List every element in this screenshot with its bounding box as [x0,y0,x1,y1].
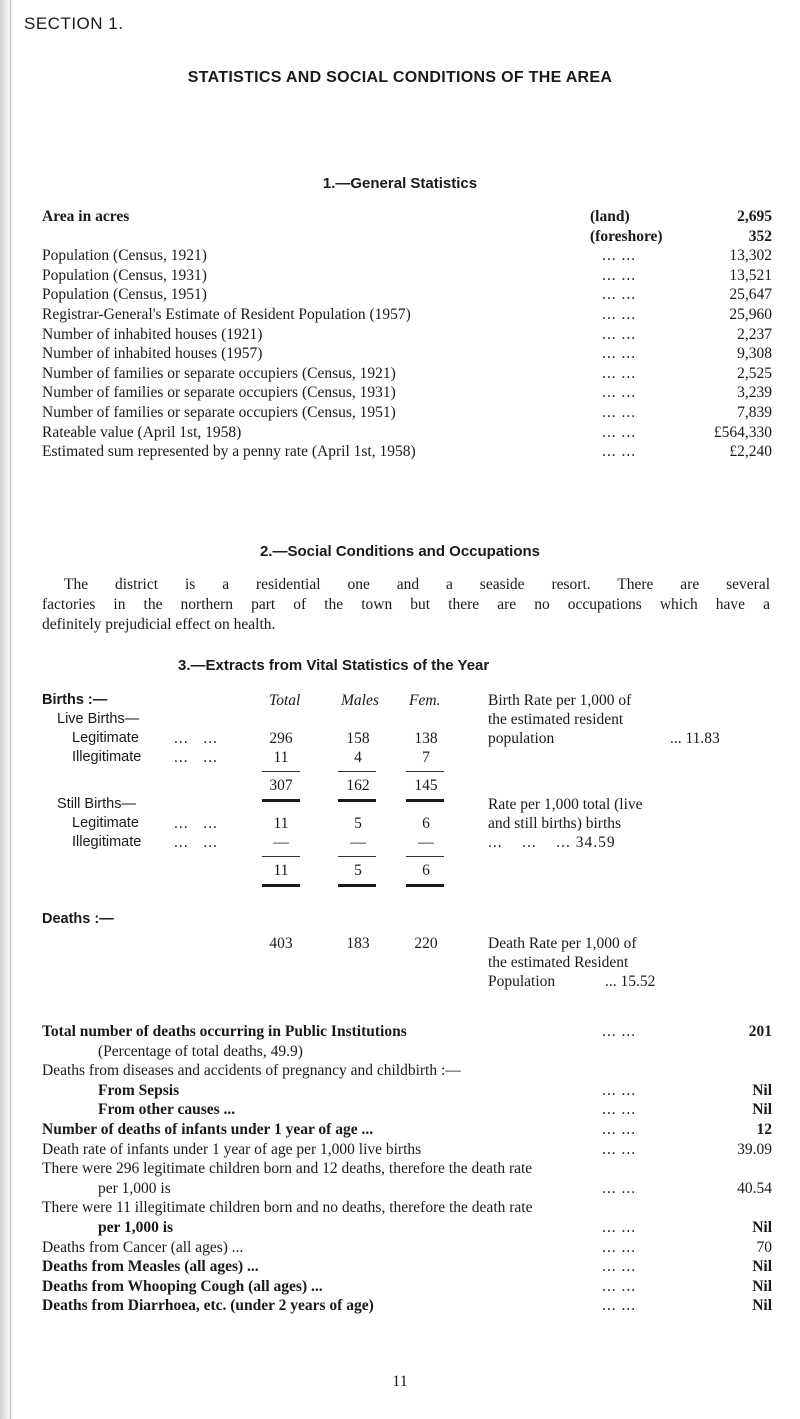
row-label: Number of families or separate occupiers (Census, 1931) [42,384,396,402]
still-rate-number: 34.59 [575,834,616,851]
double-rule [406,799,444,802]
still-illegit-males: — [350,834,366,851]
dot-leader: ... ... [602,1179,637,1197]
row-value: Nil [752,1219,772,1236]
general-statistics-row [42,208,772,228]
social-conditions-paragraph [42,575,770,635]
dot-leader: ... ... [602,286,637,304]
death-rate-value: ... 15.52 [605,973,656,990]
double-rule [338,884,376,887]
row-label: From other causes ... [98,1101,236,1119]
live-births-label: Live Births— [57,711,140,727]
row-value: 352 [748,227,772,245]
still-rate-note: Rate per 1,000 total (live [488,796,643,813]
row-label: Population (Census, 1921) [42,247,207,265]
row-label: Deaths from Whooping Cough (all ages) ... [42,1277,323,1295]
row-value: 70 [756,1238,772,1256]
section-label: SECTION 1. [24,14,124,33]
deaths-total: 403 [269,935,293,952]
page-binding-shadow [0,0,14,1419]
dot-leader: ... ... [602,1297,637,1315]
birth-rate-note: Birth Rate per 1,000 of [488,692,632,709]
deaths-males: 183 [346,935,370,952]
live-total-males: 162 [346,777,370,794]
row-value: 13,521 [729,266,772,284]
deaths-detail-row [42,1043,772,1063]
general-statistics-row [42,384,772,404]
general-statistics-row [42,345,772,365]
row-value: 3,239 [737,384,772,402]
row-value: Nil [752,1277,772,1295]
dot-leader: ... ... [602,1121,637,1138]
row-label: There were 11 illegitimate children born and no deaths, therefore the death rate [42,1199,533,1217]
dot-leader: ... ... [174,749,218,766]
row-value: 201 [748,1023,772,1040]
general-statistics-row [42,306,772,326]
deaths-detail-row [42,1199,772,1219]
row-value: 9,308 [737,345,772,363]
deaths-detail-row [42,1278,772,1298]
still-total-fem: 6 [422,862,430,879]
row-label: per 1,000 is [98,1219,174,1236]
row-value: 40.54 [737,1179,772,1197]
dot-leader: ... ... [174,834,218,851]
still-legitimate-label: Legitimate [72,815,139,831]
row-value: 13,302 [729,247,772,265]
still-illegit-fem: — [418,834,434,851]
row-value: Nil [752,1258,772,1276]
live-legitimate-label: Legitimate [72,730,139,746]
dot-leader: ... ... [602,247,637,265]
row-label: Number of inhabited houses (1921) [42,325,263,343]
row-label: per 1,000 is [98,1179,171,1197]
still-rate-value: ... ... ... 34.59 [488,834,616,851]
birth-rate-note: the estimated resident [488,711,624,728]
general-statistics-row [42,247,772,267]
dot-leader: ... ... [602,404,637,421]
deaths-detail-row [42,1258,772,1278]
dot-leader: ... ... [602,325,637,343]
col-header-total: Total [269,692,301,709]
row-value: £564,330 [713,423,772,441]
live-legit-males: 158 [346,730,370,747]
general-statistics-row [42,228,772,248]
row-value: Nil [752,1101,772,1119]
dot-leader: ... ... [602,345,637,363]
still-total-males: 5 [354,862,362,879]
general-statistics-row [42,365,772,385]
live-legit-fem: 138 [414,730,438,747]
rule [406,771,444,772]
dot-leader: ... ... [174,730,218,747]
still-total-total: 11 [273,862,289,879]
row-label: Registrar-General's Estimate of Resident Population (1957) [42,306,411,323]
deaths-detail-row [42,1101,772,1121]
deaths-fem: 220 [414,935,438,952]
row-value: 39.09 [737,1140,772,1158]
row-label: (Percentage of total deaths, 49.9) [98,1042,303,1060]
row-label: Number of families or separate occupiers (Census, 1951) [42,404,396,421]
dot-leader: ... ... [602,384,637,402]
dot-leader: ... ... [602,1277,637,1295]
paragraph-line: factories in the northern part of the town but there are no occupations which have a [42,596,770,613]
live-illegit-fem: 7 [422,749,430,766]
row-label: Death rate of infants under 1 year of age per 1,000 live births [42,1140,422,1158]
row-value: 2,237 [737,325,772,343]
live-total-fem: 145 [414,777,438,794]
dot-leader: ... ... [602,364,637,382]
row-label: Deaths from Measles (all ages) ... [42,1258,259,1276]
still-legit-males: 5 [354,815,362,832]
page-number: 11 [392,1373,408,1390]
row-label: Total number of deaths occurring in Public Institutions [42,1023,407,1040]
general-statistics-row [42,267,772,287]
general-statistics-row [42,443,772,463]
live-illegit-males: 4 [354,749,362,766]
row-note: (land) [590,208,630,225]
row-note: (foreshore) [590,227,663,245]
rule [406,856,444,857]
row-value: 25,960 [729,306,772,323]
rule [262,771,300,772]
col-header-fem: Fem. [409,692,441,709]
double-rule [262,884,300,887]
row-label: Number of inhabited houses (1957) [42,345,263,363]
row-value: £2,240 [729,443,772,461]
row-label: Deaths from Diarrhoea, etc. (under 2 years of age) [42,1297,374,1315]
row-value: 2,695 [737,208,772,225]
still-births-label: Still Births— [57,796,136,812]
row-value: 12 [756,1121,772,1138]
row-value: Nil [752,1297,772,1315]
deaths-detail-row [42,1082,772,1102]
row-label: There were 296 legitimate children born and 12 deaths, therefore the death rate [42,1160,533,1178]
row-label: Deaths from Cancer (all ages) ... [42,1238,244,1256]
double-rule [338,799,376,802]
dot-leader: ... ... [602,306,637,323]
general-statistics-row [42,404,772,424]
row-label: Number of families or separate occupiers (Census, 1921) [42,364,396,382]
live-total-total: 307 [269,777,293,794]
dot-leader: ... ... [602,1258,637,1276]
social-conditions-heading: 2.—Social Conditions and Occupations [259,543,541,560]
row-label: From Sepsis [98,1081,180,1099]
row-label: Population (Census, 1951) [42,286,207,304]
general-statistics-row [42,424,772,444]
dot-leader: ... ... [602,1219,637,1236]
live-illegitimate-label: Illegitimate [72,749,142,765]
dot-leader: ... ... [602,1023,637,1040]
dot-leader: ... ... [602,423,637,441]
dot-leader: ... ... [602,443,637,461]
deaths-label: Deaths :— [42,911,114,927]
general-statistics-row [42,326,772,346]
row-value: 25,647 [729,286,772,304]
death-rate-note: Death Rate per 1,000 of [488,935,637,952]
deaths-detail-row [42,1297,772,1317]
double-rule [406,884,444,887]
still-illegit-total: — [273,834,289,851]
row-label: Estimated sum represented by a penny rate (April 1st, 1958) [42,443,416,461]
dot-leader: ... ... [602,266,637,284]
deaths-detail-row [42,1062,772,1082]
death-rate-note: the estimated Resident [488,954,629,971]
deaths-detail-row [42,1219,772,1239]
row-label: Population (Census, 1931) [42,266,207,284]
deaths-detail-row [42,1141,772,1161]
still-rate-note: and still births) births [488,815,622,832]
live-legit-total: 296 [269,730,293,747]
still-illegitimate-label: Illegitimate [72,834,142,850]
row-label: Rateable value (April 1st, 1958) [42,423,242,441]
double-rule [262,799,300,802]
death-rate-number: 15.52 [620,973,656,990]
row-label: Area in acres [42,208,130,225]
paragraph-line: The district is a residential one and a seaside resort. There are several [64,576,770,593]
still-legit-fem: 6 [422,815,430,832]
dot-leader: ... ... [602,1238,637,1256]
birth-rate-number: 11.83 [685,730,720,747]
general-statistics-row [42,286,772,306]
deaths-detail-row [42,1160,772,1180]
deaths-detail-row [42,1239,772,1259]
row-label: Number of deaths of infants under 1 year of age ... [42,1121,374,1138]
row-value: Nil [752,1081,772,1099]
death-rate-note: Population [488,973,556,990]
page-title: STATISTICS AND SOCIAL CONDITIONS OF THE AREA [187,69,613,86]
still-legit-total: 11 [273,815,289,832]
row-label: Deaths from diseases and accidents of pregnancy and childbirth :— [42,1062,461,1080]
dot-leader: ... ... [602,1101,637,1119]
paragraph-line: definitely prejudicial effect on health. [42,616,276,633]
row-value: 2,525 [737,364,772,382]
rule [338,771,376,772]
dot-leader: ... ... [174,815,218,832]
deaths-detail-row [42,1180,772,1200]
deaths-detail-row [42,1023,772,1043]
rule [262,856,300,857]
births-label: Births :— [42,692,108,708]
rule [338,856,376,857]
dot-leader: ... ... [602,1140,637,1158]
row-value: 7,839 [737,404,772,421]
birth-rate-value: ... 11.83 [670,730,720,747]
vital-statistics-heading: 3.—Extracts from Vital Statistics of the Year [178,657,490,674]
binding-line [10,0,11,1419]
col-header-males: Males [341,692,379,709]
general-statistics-heading: 1.—General Statistics [322,175,478,192]
dot-leader: ... ... [602,1081,637,1099]
deaths-detail-row [42,1121,772,1141]
birth-rate-note: population [488,730,555,747]
live-illegit-total: 11 [273,749,289,766]
